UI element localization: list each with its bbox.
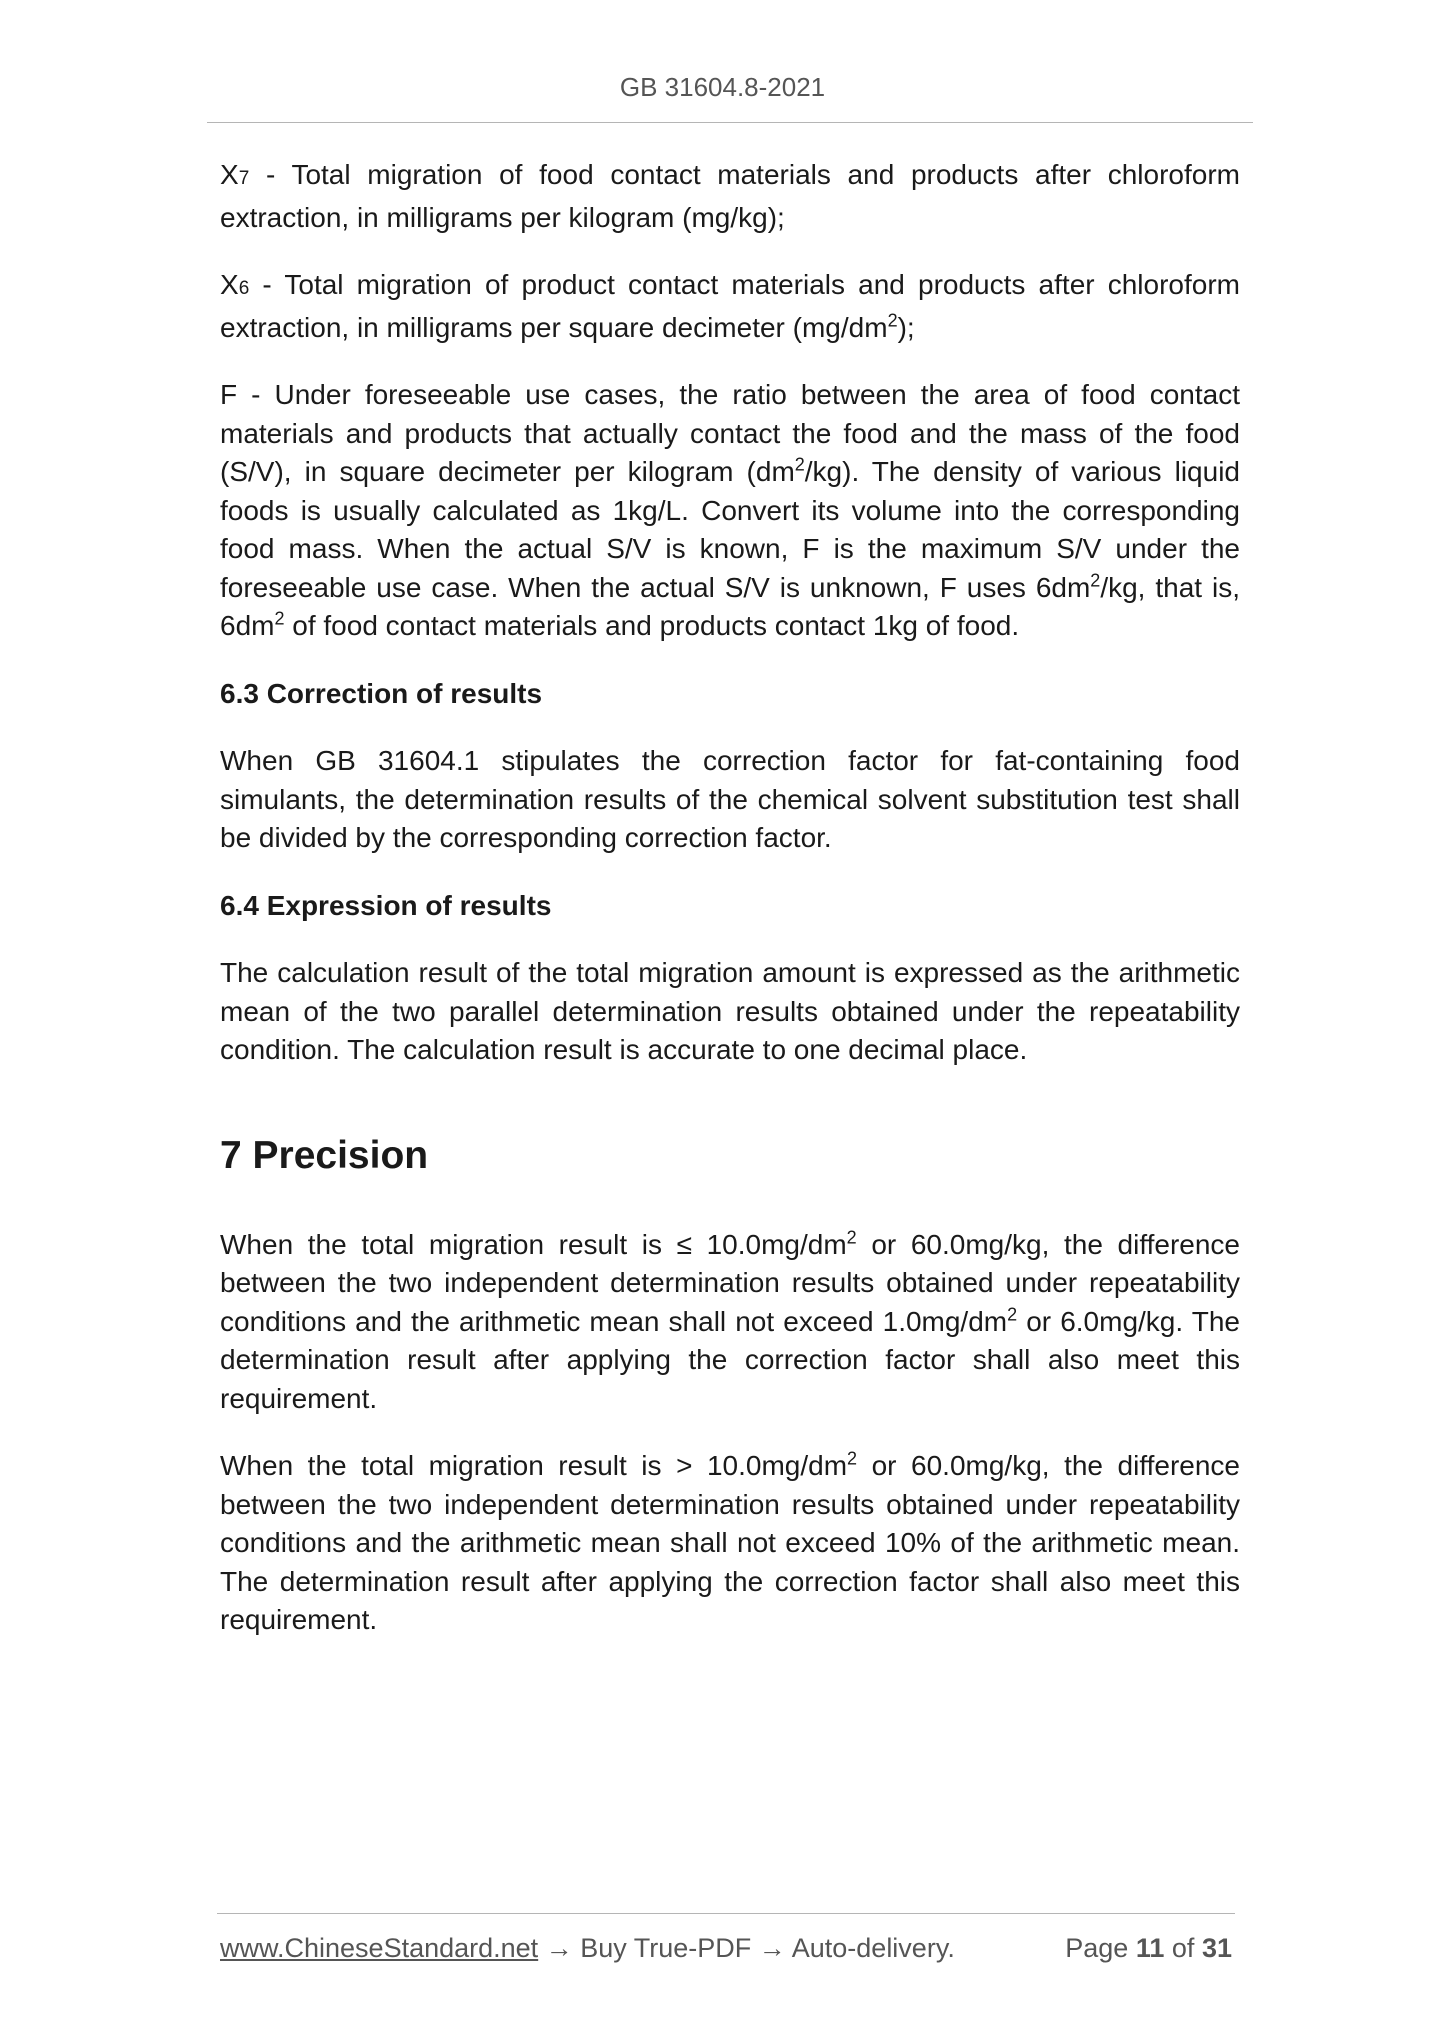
superscript: 2 bbox=[1007, 1304, 1018, 1325]
definition-x6 bbox=[220, 266, 1240, 347]
definition-f-text-1: F - Under foreseeable use cases, the ratio between the area of food contact materials and products that actually contact the food and the mass of the food (S/V), in square decimeter per kilogram (dm bbox=[220, 379, 1240, 487]
superscript: 2 bbox=[887, 310, 898, 331]
definition-f-text-4: of food contact materials and products contact 1kg of food. bbox=[284, 610, 1020, 641]
definition-f bbox=[220, 376, 1240, 646]
section-heading-6-3: 6.3 Correction of results bbox=[220, 677, 543, 709]
precision-paragraph-1 bbox=[220, 1226, 1240, 1419]
definition-x7 bbox=[220, 156, 1240, 237]
precision-p1-text-1: When the total migration result is ≤ 10.0mg/dm bbox=[220, 1228, 847, 1260]
document-code-header: GB 31604.8-2021 bbox=[619, 72, 826, 102]
superscript: 2 bbox=[274, 608, 285, 629]
section-6-3-text: When GB 31604.1 stipulates the correction factor for fat-containing food simulants, the determination results of the chemical solvent substitution test shall be divided by the corresponding correction factor. bbox=[220, 745, 1240, 853]
page-total: 31 bbox=[1201, 1933, 1232, 1963]
definition-f-text-2: /kg). The density of various liquid foods is usually calculated as 1kg/L. Convert its volume into the corresponding food mass. When the actual S/V is known, F is the maximum S/V under the foreseeable use case. When the actual S/V is unknown, F uses 6dm bbox=[220, 456, 1240, 603]
definition-x7-text: - Total migration of food contact materials and products after chloroform extraction, in milligrams per kilogram (mg/kg); bbox=[220, 159, 1240, 233]
page-number: 11 bbox=[1135, 1933, 1165, 1963]
chapter-heading-7: 7 Precision bbox=[220, 1133, 429, 1177]
of-label: of bbox=[1171, 1933, 1195, 1963]
precision-p1-text-3: or 6.0mg/kg. The determination result after applying the correction factor shall also meet this requirement. bbox=[220, 1305, 1240, 1414]
symbol-x6: X bbox=[220, 269, 239, 300]
precision-p2-text-2: or 60.0mg/kg, the difference between the two independent determination results obtained under repeatability conditions and the arithmetic mean shall not exceed 10% of the arithmetic mean. The determination result after applying the correction factor shall also meet this requirement. bbox=[220, 1450, 1241, 1635]
page-label: Page bbox=[1065, 1933, 1129, 1963]
website-link[interactable]: www.ChineseStandard.net bbox=[220, 1933, 539, 1963]
page-indicator bbox=[1065, 1933, 1232, 1964]
footer-promo bbox=[220, 1933, 955, 1964]
precision-p2-text-1: When the total migration result is > 10.0mg/dm bbox=[220, 1450, 848, 1481]
footer-divider bbox=[217, 1913, 1235, 1914]
precision-paragraph-2 bbox=[220, 1447, 1240, 1640]
superscript: 2 bbox=[847, 1448, 858, 1469]
precision-p1-text-2: or 60.0mg/kg, the difference between the two independent determination results obtained under repeatability conditions and the arithmetic mean shall not exceed 1.0mg/dm bbox=[220, 1228, 1240, 1337]
superscript: 2 bbox=[1090, 570, 1101, 591]
section-heading-6-4: 6.4 Expression of results bbox=[220, 889, 552, 921]
symbol-x6-subscript: 6 bbox=[238, 278, 250, 299]
section-6-4-text: The calculation result of the total migration amount is expressed as the arithmetic mean of the two parallel determination results obtained under the repeatability condition. The calculation result is accurate to one decimal place. bbox=[220, 957, 1240, 1065]
definition-x6-text: - Total migration of product contact materials and products after chloroform extraction, in milligrams per square decimeter (mg/dm bbox=[220, 269, 1240, 343]
superscript: 2 bbox=[794, 454, 805, 475]
footer-promo-text: → Buy True-PDF → Auto-delivery. bbox=[538, 1933, 955, 1963]
header-divider bbox=[207, 122, 1253, 123]
symbol-x7-subscript: 7 bbox=[238, 168, 250, 189]
definition-f-text-3: /kg, that is, 6dm bbox=[220, 571, 1240, 641]
symbol-x7: X bbox=[220, 159, 239, 190]
superscript: 2 bbox=[846, 1227, 857, 1248]
page-content bbox=[220, 156, 1240, 1669]
definition-x6-text-end: ); bbox=[897, 311, 915, 343]
